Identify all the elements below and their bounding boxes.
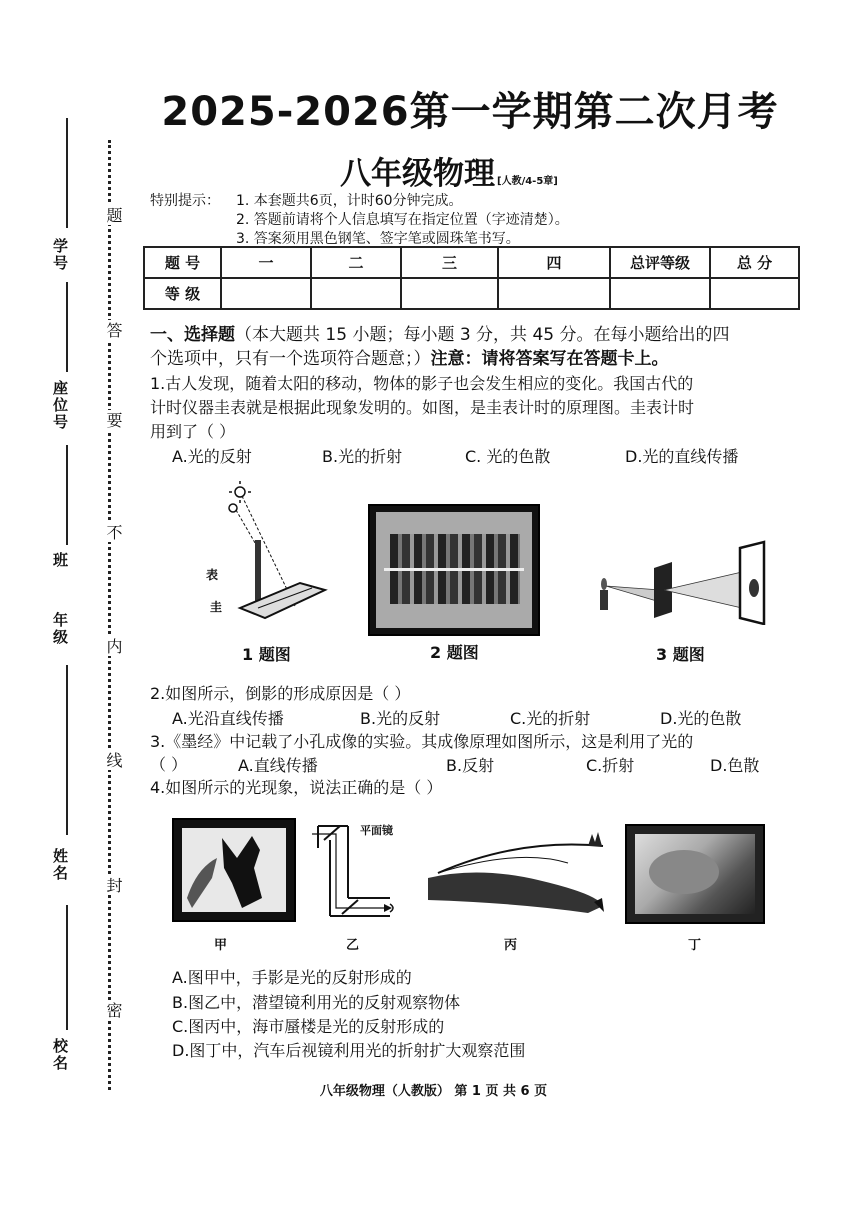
name-field[interactable] [66, 665, 68, 835]
binding-dotted-line [108, 140, 111, 1090]
header-cell: 总 分 [710, 247, 799, 278]
header-cell: 一 [221, 247, 311, 278]
q4-option-b: B.图乙中，潜望镜利用光的反射观察物体 [172, 993, 461, 1012]
q3-option-c: C.折射 [586, 756, 635, 775]
gui-label: 圭 [210, 600, 223, 614]
q1-option-b: B.光的折射 [322, 447, 403, 466]
q4-stem: 4.如图所示的光现象，说法正确的是（ ） [150, 778, 443, 797]
section-desc: （本大题共 15 小题；每小题 3 分，共 45 分。在每小题给出的四 [235, 325, 730, 345]
subject-title [340, 148, 558, 193]
score-table-header [144, 247, 799, 278]
score-table [143, 246, 800, 310]
section-desc-line [150, 347, 669, 371]
score-table-row [144, 278, 799, 309]
hand-shadow-photo [172, 818, 296, 922]
seal-word: 要 [104, 412, 123, 428]
header-cell: 题 号 [144, 247, 221, 278]
q1-option-a: A.光的反射 [172, 447, 252, 466]
row-label: 等 级 [144, 278, 221, 309]
subject-name: 八年级物理 [340, 156, 495, 192]
section-heading-line [150, 323, 730, 347]
grade-cell[interactable] [710, 278, 799, 309]
q4-option-c: C.图丙中，海市蜃楼是光的反射形成的 [172, 1017, 445, 1036]
q4-fig-label: 丙 [504, 938, 518, 953]
grade-cell[interactable] [498, 278, 610, 309]
figure-caption: 2 题图 [430, 643, 479, 662]
seal-word: 不 [104, 524, 123, 540]
section-heading: 一、选择题 [150, 325, 235, 345]
q3-option-a: A.直线传播 [238, 756, 318, 775]
figure-caption: 1 题图 [242, 645, 291, 664]
section-desc: 个选项中，只有一个选项符合题意；） [150, 349, 431, 369]
reflection-photo [368, 504, 540, 636]
q4-fig-label: 甲 [214, 938, 228, 953]
seat-field[interactable] [66, 282, 68, 372]
q4-option-d: D.图丁中，汽车后视镜利用光的折射扩大观察范围 [172, 1041, 526, 1060]
q2-option-b: B.光的反射 [360, 709, 441, 728]
student-id-label: 学号 [51, 238, 69, 272]
seal-word: 内 [104, 638, 123, 654]
student-id-field[interactable] [66, 118, 68, 228]
q3-option-b: B.反射 [446, 756, 495, 775]
q3-option-d: D.色散 [710, 756, 760, 775]
header-cell: 二 [311, 247, 401, 278]
name-label: 姓名 [51, 848, 69, 882]
notes-lead: 特别提示： [150, 193, 220, 209]
grade-cell[interactable] [221, 278, 311, 309]
header-cell: 四 [498, 247, 610, 278]
q3-stem: 3.《墨经》中记载了小孔成像的实验。其成像原理如图所示，这是利用了光的 [150, 732, 694, 751]
grade-cell[interactable] [311, 278, 401, 309]
grade-cell[interactable] [610, 278, 710, 309]
seal-word: 答 [104, 322, 123, 338]
seal-word: 封 [104, 877, 123, 893]
note-item: 1. 本套题共6页，计时60分钟完成。 [236, 193, 463, 209]
class-field[interactable] [66, 445, 68, 545]
q1-option-c: C. 光的色散 [465, 447, 551, 466]
grade-label: 年级 [51, 612, 69, 646]
school-label: 校名 [51, 1038, 69, 1072]
mirror-label: 平面镜 [360, 824, 393, 837]
candle-icon [600, 578, 608, 610]
seal-word: 线 [104, 752, 123, 768]
seal-word: 题 [104, 207, 123, 223]
mirage-image [588, 832, 602, 846]
q1-text: 用到了（ ） [150, 422, 236, 441]
rearview-mirror-photo [625, 824, 765, 924]
note-item: 2. 答题前请将个人信息填写在指定位置（字迹清楚）。 [236, 212, 569, 228]
q2-option-c: C.光的折射 [510, 709, 591, 728]
q2-stem: 2.如图所示，倒影的形成原因是（ ） [150, 684, 411, 703]
q2-option-a: A.光沿直线传播 [172, 709, 284, 728]
pinhole-figure [592, 540, 777, 625]
chapter-range: [人教/4-5章] [497, 176, 558, 187]
header-cell: 三 [401, 247, 498, 278]
gnomon-base [240, 583, 325, 618]
q1-option-d: D.光的直线传播 [625, 447, 739, 466]
q1-text: 计时仪器圭表就是根据此现象发明的。如图，是圭表计时的原理图。圭表计时 [150, 398, 695, 417]
section-attention: 注意：请将答案写在答题卡上。 [430, 349, 669, 369]
q4-fig-label: 丁 [688, 938, 702, 953]
q3-blank: （ ） [150, 755, 188, 774]
mirage-diagram [418, 818, 618, 923]
q2-option-d: D.光的色散 [660, 709, 742, 728]
q1-text: 1.古人发现，随着太阳的移动，物体的影子也会发生相应的变化。我国古代的 [150, 374, 694, 393]
gnomon-label: 表 [206, 568, 219, 582]
class-label: 班 [51, 552, 69, 569]
header-cell: 总评等级 [610, 247, 710, 278]
school-field[interactable] [66, 905, 68, 1030]
note-item: 3. 答案须用黑色钢笔、签字笔或圆珠笔书写。 [236, 231, 520, 247]
page-footer: 八年级物理（人教版） 第 1 页 共 6 页 [319, 1084, 548, 1099]
q4-fig-label: 乙 [346, 938, 360, 953]
seal-word: 密 [104, 1002, 123, 1018]
page-title: 2025-2026第一学期第二次月考 [161, 89, 779, 135]
seat-label: 座位号 [51, 380, 69, 431]
q4-option-a: A.图甲中，手影是光的反射形成的 [172, 968, 412, 987]
grade-cell[interactable] [401, 278, 498, 309]
figure-caption: 3 题图 [656, 645, 705, 664]
